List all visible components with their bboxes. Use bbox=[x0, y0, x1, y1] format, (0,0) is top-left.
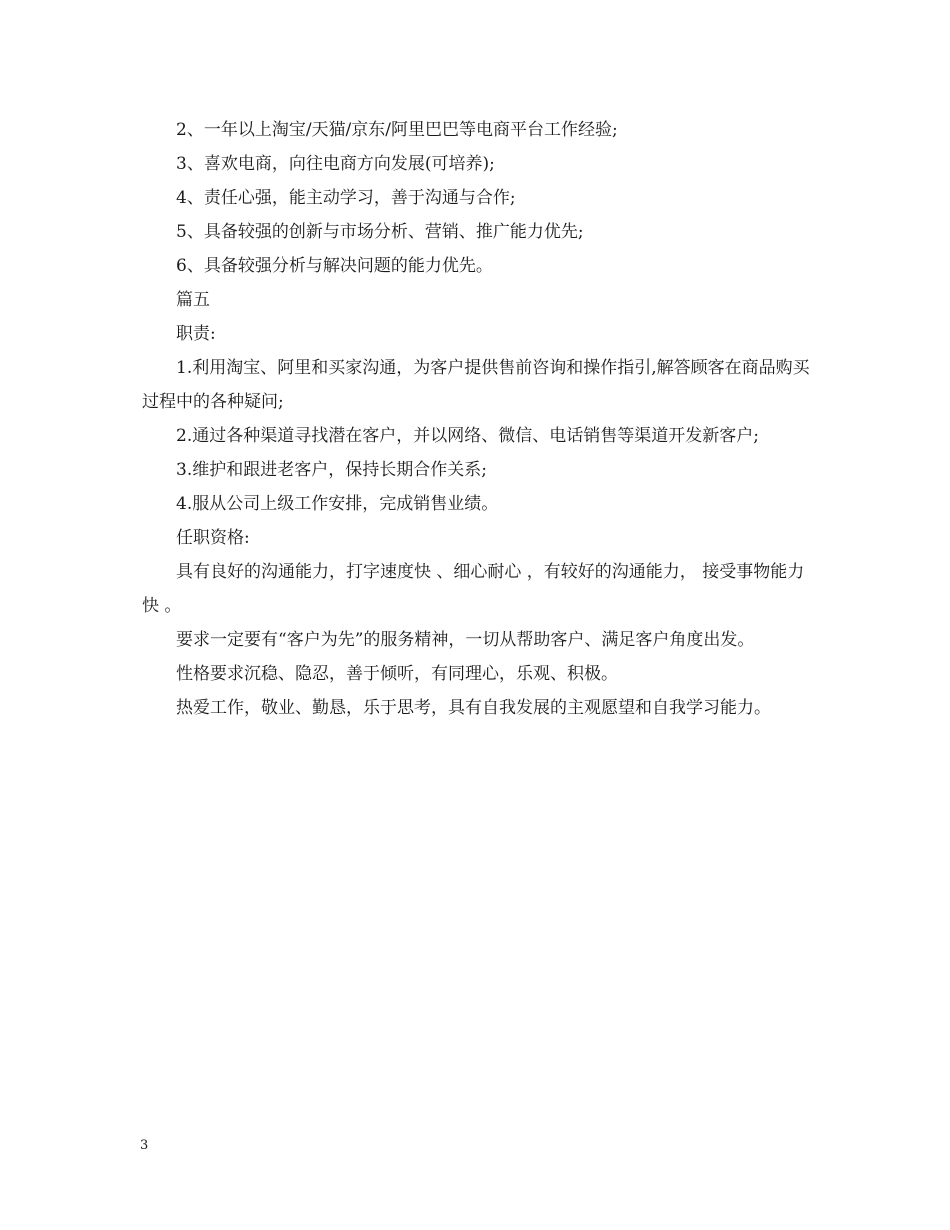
qualification-paragraph-4: 热爱工作，敬业、勤恳，乐于思考，具有自我发展的主观愿望和自我学习能力。 bbox=[176, 698, 771, 718]
duties-heading: 职责: bbox=[176, 324, 216, 344]
requirement-item-5: 5、具备较强的创新与市场分析、营销、推广能力优先; bbox=[176, 222, 584, 242]
page-number: 3 bbox=[140, 1138, 149, 1153]
duty-item-2: 2.通过各种渠道寻找潜在客户，并以网络、微信、电话销售等渠道开发新客户; bbox=[176, 426, 759, 446]
requirement-item-2: 2、一年以上淘宝/天猫/京东/阿里巴巴等电商平台工作经验; bbox=[176, 120, 618, 140]
qualifications-heading: 任职资格: bbox=[176, 528, 250, 548]
document-body bbox=[142, 113, 812, 725]
section-heading: 篇五 bbox=[176, 290, 210, 310]
requirement-item-6: 6、具备较强分析与解决问题的能力优先。 bbox=[176, 256, 493, 276]
requirement-item-3: 3、喜欢电商，向往电商方向发展(可培养); bbox=[176, 154, 495, 174]
qualification-paragraph-3: 性格要求沉稳、隐忍，善于倾听，有同理心，乐观、积极。 bbox=[176, 664, 618, 684]
requirement-item-4: 4、责任心强，能主动学习，善于沟通与合作; bbox=[176, 188, 516, 208]
duty-item-4: 4.服从公司上级工作安排，完成销售业绩。 bbox=[176, 494, 499, 514]
duty-item-3: 3.维护和跟进老客户，保持长期合作关系; bbox=[176, 460, 487, 480]
qualification-paragraph-1: 具有良好的沟通能力，打字速度快 、细心耐心 ，有较好的沟通能力， 接受事物能力快 。 bbox=[142, 562, 805, 616]
duty-item-1: 1.利用淘宝、阿里和买家沟通，为客户提供售前咨询和操作指引,解答顾客在商品购买过程中的各种疑问; bbox=[142, 358, 810, 412]
qualification-paragraph-2: 要求一定要有“客户为先”的服务精神，一切从帮助客户、满足客户角度出发。 bbox=[176, 630, 755, 650]
